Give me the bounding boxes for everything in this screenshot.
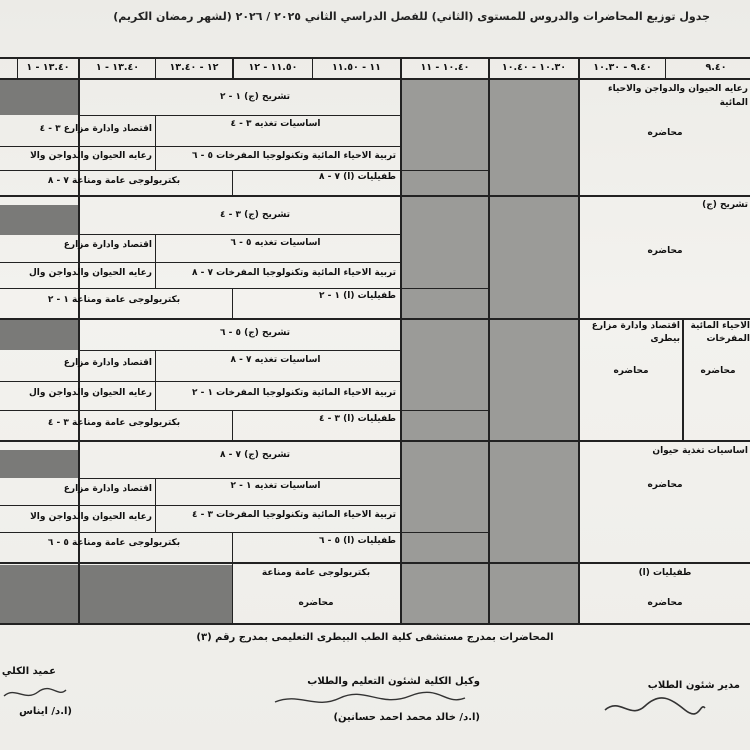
lecture-title: تشريح (ج): [702, 200, 748, 210]
signature-scribble-2: [270, 688, 470, 714]
lab-slot: اساسيات تغذيه ٥ - ٦: [230, 238, 321, 248]
signature-scribble-3: [0, 682, 70, 706]
lab-slot: بكتريولوجى عامة ومناعة ٥ - ٦: [47, 538, 181, 548]
lab-slot: تربية الاحياء المائية وتكنولوجيا المفرخات ١ - ٢: [191, 388, 396, 398]
lecture-type: محاضره: [700, 366, 736, 376]
lab-slot: تربية الاحياء المائية وتكنولوجيا المفرخات ٣ - ٤: [191, 510, 396, 520]
lab-slot: رعايه الحيوان والدواجن وال: [29, 388, 152, 398]
lecture-title: رعايه الحيوان والدواجن والاحياء المائية: [607, 84, 748, 108]
shaded-cell: [0, 78, 78, 115]
lab-slot: طفيليات (أ) ٧ - ٨: [319, 172, 396, 182]
lecture-title: اساسيات تغذية حيوان: [652, 446, 748, 456]
lab-slot: طفيليات (أ) ٥ - ٦: [319, 536, 396, 546]
lab-slot: اقتصاد وادارة مزارع ٣ - ٤: [39, 124, 152, 134]
lab-slot: تربية الاحياء المائية وتكنولوجيا المفرخات ٥ - ٦: [191, 151, 396, 161]
signature-name-3: (ا.د/ ايناس: [19, 706, 72, 717]
break-column: [488, 78, 578, 623]
shaded-cell: [0, 320, 78, 350]
lab-slot: تشريح (ج) ٧ - ٨: [220, 450, 290, 460]
lecture-type: محاضره: [647, 246, 683, 256]
lab-slot: طفيليات (أ) ٣ - ٤: [319, 414, 396, 424]
lab-slot: تربية الاحياء المائية وتكنولوجيا المفرخات ٧ - ٨: [191, 268, 396, 278]
time-slot-header: ٩.٤٠ - ١٠.٣٠: [593, 62, 652, 73]
lecture-type: محاضره: [298, 598, 334, 608]
lab-slot: رعايه الحيوان والدواجن والا: [30, 151, 152, 161]
lecture-title: طفيليات (أ): [638, 568, 692, 578]
shaded-cell: [0, 565, 232, 623]
shaded-cell: [0, 205, 78, 235]
lab-slot: تشريح (ج) ١ - ٢: [220, 92, 290, 102]
lab-slot: رعايه الحيوان والدواجن والا: [30, 512, 152, 522]
time-slot-header: ٩.٤٠: [705, 62, 727, 73]
lab-slot: اساسيات تغذيه ٧ - ٨: [230, 355, 321, 365]
time-slot-header: ١٣.٤٠ - ١: [26, 62, 70, 73]
lab-slot: تشريح (ج) ٣ - ٤: [220, 210, 290, 220]
signature-title-1: مدير شئون الطلاب: [647, 680, 740, 691]
lecture-title: بكتريولوجى عامة ومناعة: [261, 568, 371, 578]
lab-slot: بكتريولوجى عامة ومناعة ١ - ٢: [47, 295, 181, 305]
schedule-title: جدول توزيع المحاضرات والدروس للمستوى (الثاني) للفصل الدراسي الثاني ٢٠٢٥ / ٢٠٢٦ (لشهر رمضان الكريم): [113, 10, 710, 23]
time-slot-header: ١٠.٤٠ - ١١: [420, 62, 470, 73]
signature-name-2: (ا.د/ خالد محمد احمد حسانين): [333, 712, 480, 723]
time-slot-header: ١١.٥٠ - ١٢: [248, 62, 298, 73]
break-column-2: [400, 78, 488, 623]
lab-slot: بكتريولوجى عامة ومناعة ٣ - ٤: [47, 418, 181, 428]
lab-slot: اساسيات تغذيه ٣ - ٤: [230, 119, 321, 129]
lab-slot: اقتصاد وادارة مزارع: [63, 484, 152, 494]
lab-slot: اساسيات تغذيه ١ - ٢: [230, 481, 321, 491]
lab-slot: تشريح (ج) ٥ - ٦: [220, 328, 290, 338]
lab-slot: اقتصاد وادارة مزارع: [63, 240, 152, 250]
shaded-cell: [0, 450, 78, 478]
signature-scribble-1: [600, 692, 710, 722]
lab-slot: رعايه الحيوان والدواجن وال: [29, 268, 152, 278]
time-slot-header: ١٣.٤٠ - ١: [95, 62, 140, 73]
time-slot-header: ١٠.٣٠ - ١٠.٤٠: [501, 62, 567, 73]
lab-slot: اقتصاد وادارة مزارع: [63, 358, 152, 368]
lab-slot: طفيليات (أ) ١ - ٢: [319, 291, 396, 301]
signature-title-2: وكيل الكلية لشئون التعليم والطلاب: [307, 676, 480, 687]
footer-note: المحاضرات بمدرج مستشفى كلية الطب البيطرى التعليمى بمدرج رقم (٣): [196, 632, 554, 643]
lecture-title: اقتصاد وادارة مزارع بيطرى: [591, 321, 680, 344]
signature-title-3: عميد الكلي: [1, 666, 56, 677]
lecture-type: محاضره: [647, 598, 683, 608]
lab-slot: بكتريولوجى عامة ومناعة ٧ - ٨: [47, 176, 181, 186]
lecture-type: محاضره: [647, 480, 683, 490]
lecture-type: محاضره: [613, 366, 649, 376]
time-slot-header: ١٢ - ١٣.٤٠: [169, 62, 219, 73]
time-slot-header: ١١ - ١١.٥٠: [332, 62, 381, 73]
lecture-title-2: الاحياء المائية المفرخات: [690, 321, 750, 344]
lecture-type: محاضره: [647, 128, 683, 138]
